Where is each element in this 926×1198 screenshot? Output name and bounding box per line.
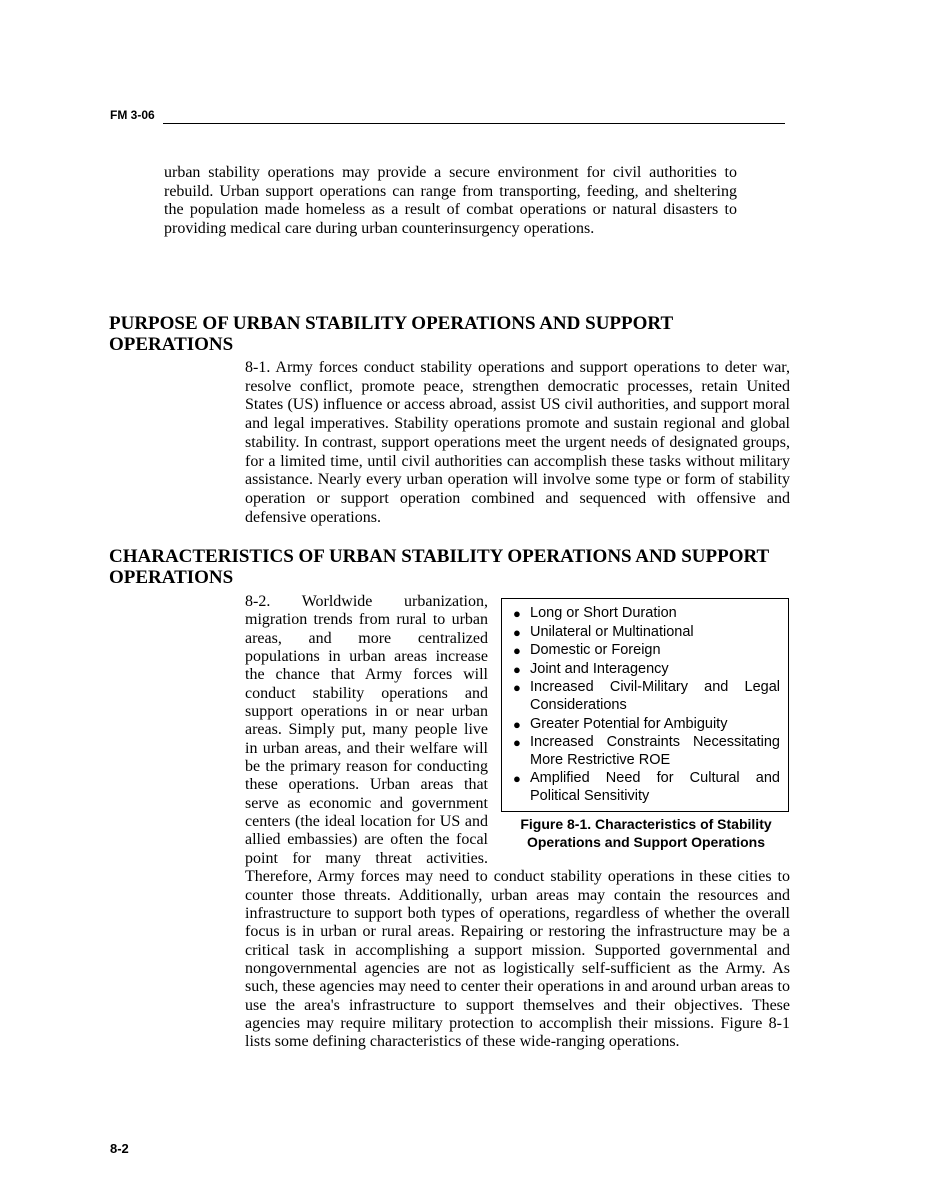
bullet-icon: ● <box>513 661 521 677</box>
list-item: ● Domestic or Foreign <box>513 642 661 659</box>
paragraph-8-2: 8-2. Worldwide urbanization, migration trends from rural to urban areas, and more centralized populations in urban areas increase the chance that Army forces will conduct stability operations and support operations in or near urban areas. Simply put, many people live in urban areas, and their welfare will be the primary reason for conducting these operations. Urban areas that serve as economic and government centers (the ideal location for US and allied embassies) are often the focal point for many threat activities. Therefore, Army forces may need to conduct stability operations in these cities to counter those threats. Additionally, urban areas may contain the resources and infrastructure to support both types of operations, regardless of whether the overall focus is in urban or rural areas. Repairing or restoring the infrastructure may be a critical task in accomplishing a support mission. Supported governmental and nongovernmental agencies are not as logistically self-sufficient as the Army. As such, these agencies may need to center their operations in and around urban areas to use the area's infrastructure to support themselves and their objectives. These agencies may require military protection to accomplish their missions. Figure 8-1 lists some defining characteristics of these wide-ranging operations. <box>245 593 790 1051</box>
list-item: ● Increased Civil-Military and Legal Considerations <box>513 679 780 713</box>
bullet-icon: ● <box>513 624 521 640</box>
figure-caption: Figure 8-1. Characteristics of Stability Operations and Support Operations <box>520 816 772 850</box>
bullet-icon: ● <box>513 735 521 751</box>
header-rule <box>163 123 785 124</box>
figure-box <box>501 598 789 812</box>
figure-8-1 <box>498 593 790 865</box>
list-item: ● Increased Constraints Necessitating More Restrictive ROE <box>513 734 780 768</box>
list-item: ● Amplified Need for Cultural and Political Sensitivity <box>513 770 780 804</box>
paragraph-8-1: 8-1. Army forces conduct stability operations and support operations to deter war, resolve conflict, promote peace, strengthen democratic processes, retain United States (US) influence or access abroad, assist US civil authorities, and support moral and legal imperatives. Stability operations promote and sustain regional and global stability. In contrast, support operations meet the urgent needs of designated groups, for a limited time, until civil authorities can accomplish these tasks without military assistance. Nearly every urban operation will involve some type or form of stability operation or support operation combined and sequenced with offensive and defensive operations. <box>245 359 790 526</box>
list-item: ● Joint and Interagency <box>513 660 669 677</box>
bullet-icon: ● <box>513 643 521 659</box>
list-item: ● Unilateral or Multinational <box>513 623 694 640</box>
paragraph-8-2-block <box>245 593 790 1052</box>
bullet-icon: ● <box>513 606 521 621</box>
bullet-icon: ● <box>513 680 521 696</box>
page-number: 8-2 <box>110 1141 129 1156</box>
bullet-icon: ● <box>513 716 521 732</box>
section-heading-characteristics: CHARACTERISTICS OF URBAN STABILITY OPERATIONS AND SUPPORT OPERATIONS <box>109 546 769 588</box>
intro-paragraph: urban stability operations may provide a secure environment for civil authorities to rebuild. Urban support operations can range from transporting, feeding, and sheltering the population made homeless as a result of combat operations or natural disasters to providing medical care during urban counterinsurgency operations. <box>164 164 737 238</box>
bullet-icon: ● <box>513 771 521 787</box>
section-heading-purpose: PURPOSE OF URBAN STABILITY OPERATIONS AND SUPPORT OPERATIONS <box>109 313 673 355</box>
list-item: ● Long or Short Duration <box>513 605 677 621</box>
characteristics-list <box>512 605 780 806</box>
running-header: FM 3-06 <box>110 108 155 122</box>
list-item: ● Greater Potential for Ambiguity <box>513 715 728 732</box>
